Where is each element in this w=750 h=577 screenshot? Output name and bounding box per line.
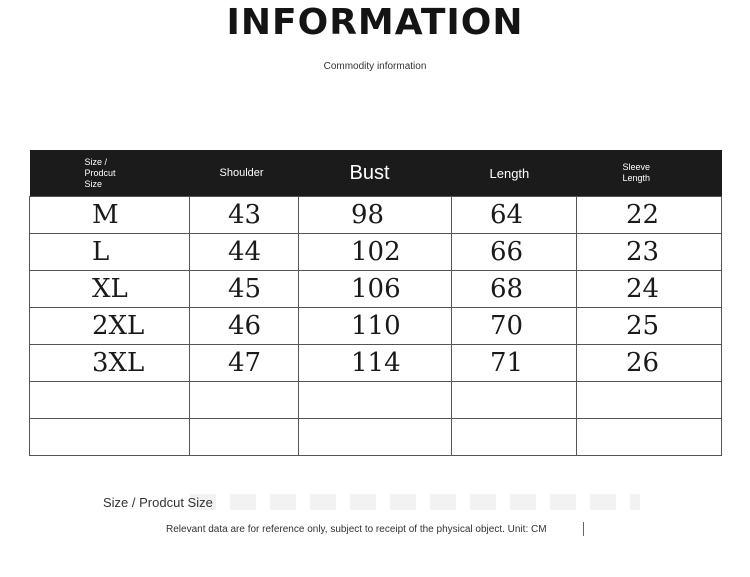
table-cell-bust: 110 — [299, 308, 452, 345]
table-row-empty — [30, 382, 722, 419]
header-bust: Bust — [299, 150, 452, 197]
page-title: INFORMATION — [226, 2, 524, 43]
table-cell-bust — [299, 382, 452, 419]
header-shoulder: Shoulder — [190, 150, 299, 197]
table-cell-size — [30, 419, 190, 456]
table-cell-size: 3XL — [30, 345, 190, 382]
faded-text-artifact — [190, 494, 640, 510]
table-cell-length: 68 — [452, 271, 577, 308]
size-chart-table — [29, 150, 722, 456]
footer-title: Size / Prodcut Size — [103, 495, 213, 510]
table-cell-sleeve-length: 26 — [577, 345, 722, 382]
table-cell-shoulder: 46 — [190, 308, 299, 345]
table-cell-length: 66 — [452, 234, 577, 271]
header-sleeve-length: Sleeve Length — [577, 150, 722, 197]
table-cell-sleeve-length: 24 — [577, 271, 722, 308]
table-cell-length — [452, 382, 577, 419]
table-cell-shoulder — [190, 382, 299, 419]
table-cell-size: XL — [30, 271, 190, 308]
table-cell-bust: 114 — [299, 345, 452, 382]
footer-note: Relevant data are for reference only, subject to receipt of the physical object. Unit: CM — [166, 524, 547, 535]
table-cell-bust: 106 — [299, 271, 452, 308]
table-row — [30, 345, 722, 382]
table-cell-size: L — [30, 234, 190, 271]
table-cell-sleeve-length — [577, 382, 722, 419]
table-row-empty — [30, 419, 722, 456]
table-cell-length — [452, 419, 577, 456]
table-row — [30, 234, 722, 271]
table-cell-sleeve-length: 22 — [577, 197, 722, 234]
table-cell-sleeve-length — [577, 419, 722, 456]
header-size: Size / Prodcut Size — [30, 150, 190, 197]
table-cell-shoulder: 47 — [190, 345, 299, 382]
table-cell-sleeve-length: 23 — [577, 234, 722, 271]
page-subtitle: Commodity information — [323, 61, 427, 72]
text-cursor-divider — [583, 522, 584, 536]
table-cell-bust — [299, 419, 452, 456]
table-cell-bust: 98 — [299, 197, 452, 234]
table-cell-length: 71 — [452, 345, 577, 382]
table-cell-shoulder — [190, 419, 299, 456]
table-row — [30, 197, 722, 234]
table-cell-size: 2XL — [30, 308, 190, 345]
table-row — [30, 308, 722, 345]
table-header-row — [30, 150, 722, 197]
table-cell-sleeve-length: 25 — [577, 308, 722, 345]
table-cell-bust: 102 — [299, 234, 452, 271]
table-cell-shoulder: 44 — [190, 234, 299, 271]
table-cell-size: M — [30, 197, 190, 234]
header-length: Length — [452, 150, 577, 197]
table-cell-shoulder: 45 — [190, 271, 299, 308]
table-cell-shoulder: 43 — [190, 197, 299, 234]
table-cell-length: 70 — [452, 308, 577, 345]
table-cell-size — [30, 382, 190, 419]
table-cell-length: 64 — [452, 197, 577, 234]
table-row — [30, 271, 722, 308]
